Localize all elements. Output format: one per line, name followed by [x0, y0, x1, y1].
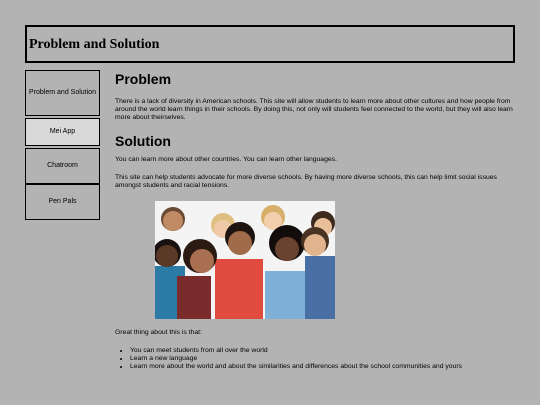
nav-item-chatroom[interactable]: Chatroom: [25, 148, 100, 184]
list-item: • Learn more about the world and about the similarities and differences about the school communities and yours: [130, 363, 462, 371]
side-nav: [25, 70, 100, 220]
list-item: • Learn a new language: [130, 355, 462, 363]
nav-item-mei-app[interactable]: Mei App: [25, 118, 100, 146]
main-content: [115, 70, 515, 190]
solution-text-2: This site can help students advocate for more diverse schools. By having more diverse schools, this can help limit social issues amongst students and racial tensions.: [115, 174, 497, 189]
solution-text-1: You can learn more about other countries. You can learn other languages.: [115, 156, 337, 163]
nav-item-problem-and-solution[interactable]: Problem and Solution: [25, 70, 100, 116]
great-intro: Great thing about this is that:: [115, 329, 202, 336]
page-title: Problem and Solution: [29, 37, 160, 52]
students-photo-illustration: [155, 201, 335, 319]
page-header: [25, 25, 515, 63]
nav-item-pen-pals[interactable]: Pen Pals: [25, 184, 100, 220]
problem-heading: Problem: [115, 71, 172, 87]
solution-heading: Solution: [115, 133, 171, 149]
problem-text: There is a lack of diversity in American schools. This site will allow students to learn more about other cultures and how people from around the world learn things in their schools. By doing this, not only will students feel connected to the world, but they will also learn more about theirselves.: [115, 98, 513, 121]
benefits-list: [115, 347, 462, 371]
students-photo: [155, 201, 335, 319]
list-item: • You can meet students from all over the world: [130, 347, 462, 355]
